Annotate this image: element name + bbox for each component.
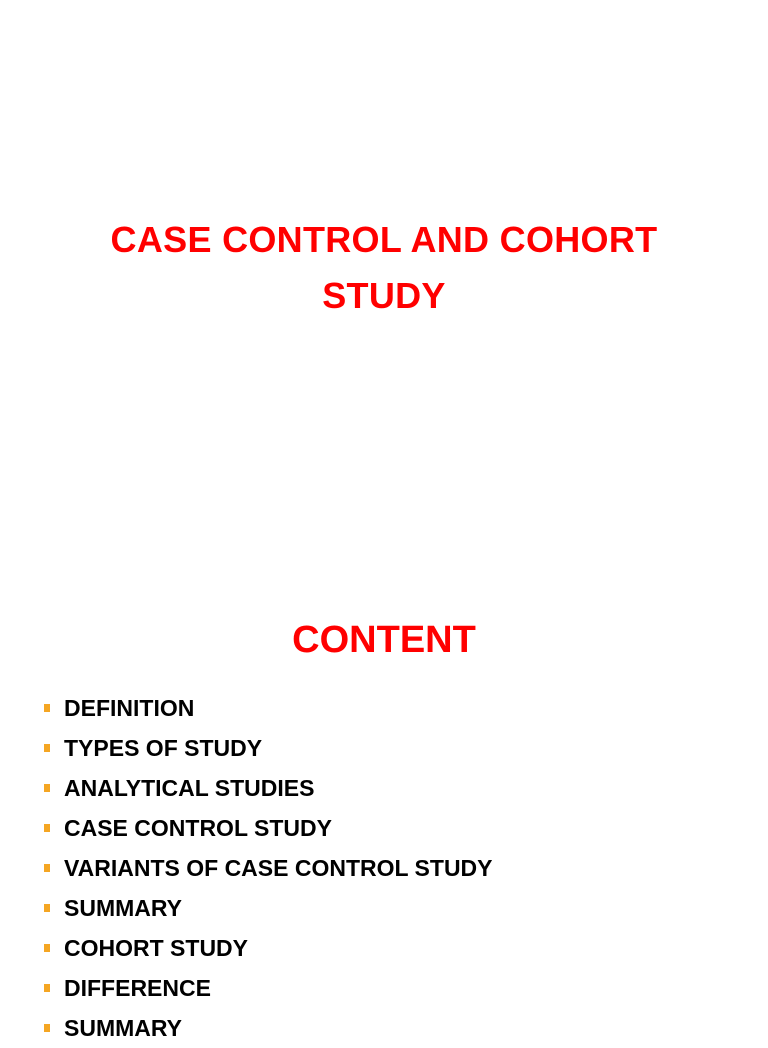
square-bullet-icon [44, 704, 50, 712]
list-item [44, 888, 744, 928]
list-item [44, 848, 744, 888]
slide-title-line-2: STUDY [322, 275, 446, 316]
list-item [44, 928, 744, 968]
list-item-label: VARIANTS OF CASE CONTROL STUDY [64, 855, 493, 881]
square-bullet-icon [44, 984, 50, 992]
square-bullet-icon [44, 864, 50, 872]
square-bullet-icon [44, 1024, 50, 1032]
list-item [44, 688, 744, 728]
list-item-label: ANALYTICAL STUDIES [64, 775, 315, 801]
square-bullet-icon [44, 744, 50, 752]
square-bullet-icon [44, 784, 50, 792]
list-item [44, 808, 744, 848]
square-bullet-icon [44, 944, 50, 952]
square-bullet-icon [44, 904, 50, 912]
content-heading: CONTENT [292, 619, 476, 661]
list-item-label: DIFFERENCE [64, 975, 211, 1001]
table-of-contents [44, 688, 744, 1048]
slide-title-line-1: CASE CONTROL AND COHORT [110, 219, 658, 260]
list-item [44, 1008, 744, 1048]
list-item-label: SUMMARY [64, 1015, 182, 1041]
list-item [44, 968, 744, 1008]
square-bullet-icon [44, 824, 50, 832]
list-item-label: COHORT STUDY [64, 935, 248, 961]
list-item-label: DEFINITION [64, 695, 195, 721]
list-item [44, 728, 744, 768]
list-item-label: CASE CONTROL STUDY [64, 815, 332, 841]
slide-title [0, 212, 768, 324]
list-item-label: TYPES OF STUDY [64, 735, 263, 761]
list-item-label: SUMMARY [64, 895, 182, 921]
list-item [44, 768, 744, 808]
